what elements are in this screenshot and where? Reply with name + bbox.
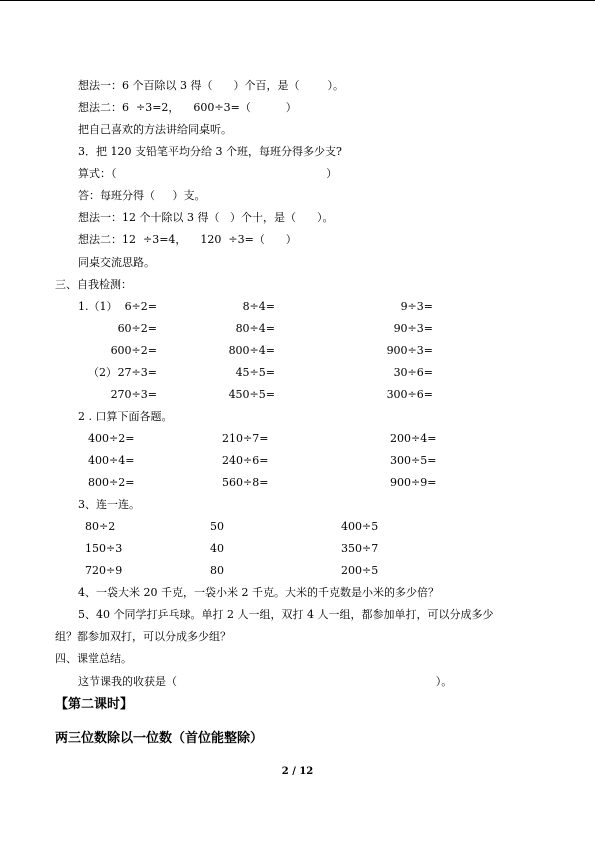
section-heading: 三、自我检测： xyxy=(55,278,132,291)
question-5: 5、40 个同学打乒乓球。单打 2 人一组，双打 4 人一组，都参加单打，可以分成多少 xyxy=(78,608,494,621)
q1-item: 900÷3= xyxy=(386,344,433,357)
text-line: 想法二：12 ÷3=4， 120 ÷3=（ ） xyxy=(78,233,297,246)
q2-item: 900÷9= xyxy=(390,476,437,489)
q3-item: 150÷3 xyxy=(85,542,123,555)
top-border xyxy=(0,0,595,1)
q2-item: 200÷4= xyxy=(390,432,437,445)
q1-item: 45÷5= xyxy=(235,366,275,379)
q2-item: 800÷2= xyxy=(88,476,135,489)
q1-item: 60÷2= xyxy=(117,322,157,335)
question-3-match: 3、连一连。 xyxy=(78,498,140,511)
text-line: 想法一：6 个百除以 3 得（ ）个百，是（ ）。 xyxy=(78,79,344,92)
q1-label: （2） xyxy=(88,366,117,379)
q1-item: 9÷3= xyxy=(400,300,433,313)
text-line: 这节课我的收获是（ ）。 xyxy=(78,675,453,688)
q1-item: 450÷5= xyxy=(228,388,275,401)
q1-item: 30÷6= xyxy=(393,366,433,379)
q2-item: 300÷5= xyxy=(390,454,437,467)
section-heading: 四、课堂总结。 xyxy=(55,652,132,665)
q3-item: 400÷5 xyxy=(341,520,379,533)
question-4: 4、一袋大米 20 千克，一袋小米 2 千克。大米的千克数是小米的多少倍？ xyxy=(78,586,439,599)
text-line: 答：每班分得（ ）支。 xyxy=(78,189,206,202)
text-line: 组？都参加双打，可以分成多少组？ xyxy=(55,630,231,643)
q3-item: 80÷2 xyxy=(85,520,116,533)
q1-item: 80÷4= xyxy=(235,322,275,335)
text-line: 把自己喜欢的方法讲给同桌听。 xyxy=(78,123,232,136)
q3-item: 50 xyxy=(210,520,224,533)
q1-item: 800÷4= xyxy=(228,344,275,357)
q2-item: 240÷6= xyxy=(222,454,269,467)
q1-item: 27÷3= xyxy=(117,366,157,379)
text-line: 想法一：12 个十除以 3 得（ ）个十，是（ ）。 xyxy=(78,211,334,224)
lesson-heading: 【第二课时】 xyxy=(55,697,134,712)
q3-item: 720÷9 xyxy=(85,564,123,577)
text-line: 想法二：6 ÷3=2， 600÷3=（ ） xyxy=(78,101,297,114)
q1-label: 1.（1） xyxy=(78,300,118,313)
q2-item: 400÷4= xyxy=(88,454,135,467)
q2-item: 210÷7= xyxy=(222,432,269,445)
question-2: 2 . 口算下面各题。 xyxy=(78,410,173,423)
question-3: 3．把 120 支铅笔平均分给 3 个班，每班分得多少支? xyxy=(78,145,342,158)
q1-item: 8÷4= xyxy=(242,300,275,313)
q2-item: 400÷2= xyxy=(88,432,135,445)
q3-item: 350÷7 xyxy=(341,542,379,555)
text-line: 同桌交流思路。 xyxy=(78,256,155,269)
text-line: 算式：（ ） xyxy=(78,167,338,180)
lesson-title: 两三位数除以一位数（首位能整除） xyxy=(55,731,264,746)
q2-item: 560÷8= xyxy=(222,476,269,489)
q1-item: 270÷3= xyxy=(110,388,157,401)
q3-item: 80 xyxy=(210,564,224,577)
q1-item: 600÷2= xyxy=(110,344,157,357)
q3-item: 200÷5 xyxy=(341,564,379,577)
q1-item: 6÷2= xyxy=(124,300,157,313)
q1-item: 300÷6= xyxy=(386,388,433,401)
q1-item: 90÷3= xyxy=(393,322,433,335)
q3-item: 40 xyxy=(210,542,224,555)
page-number: 2 / 12 xyxy=(281,766,314,777)
